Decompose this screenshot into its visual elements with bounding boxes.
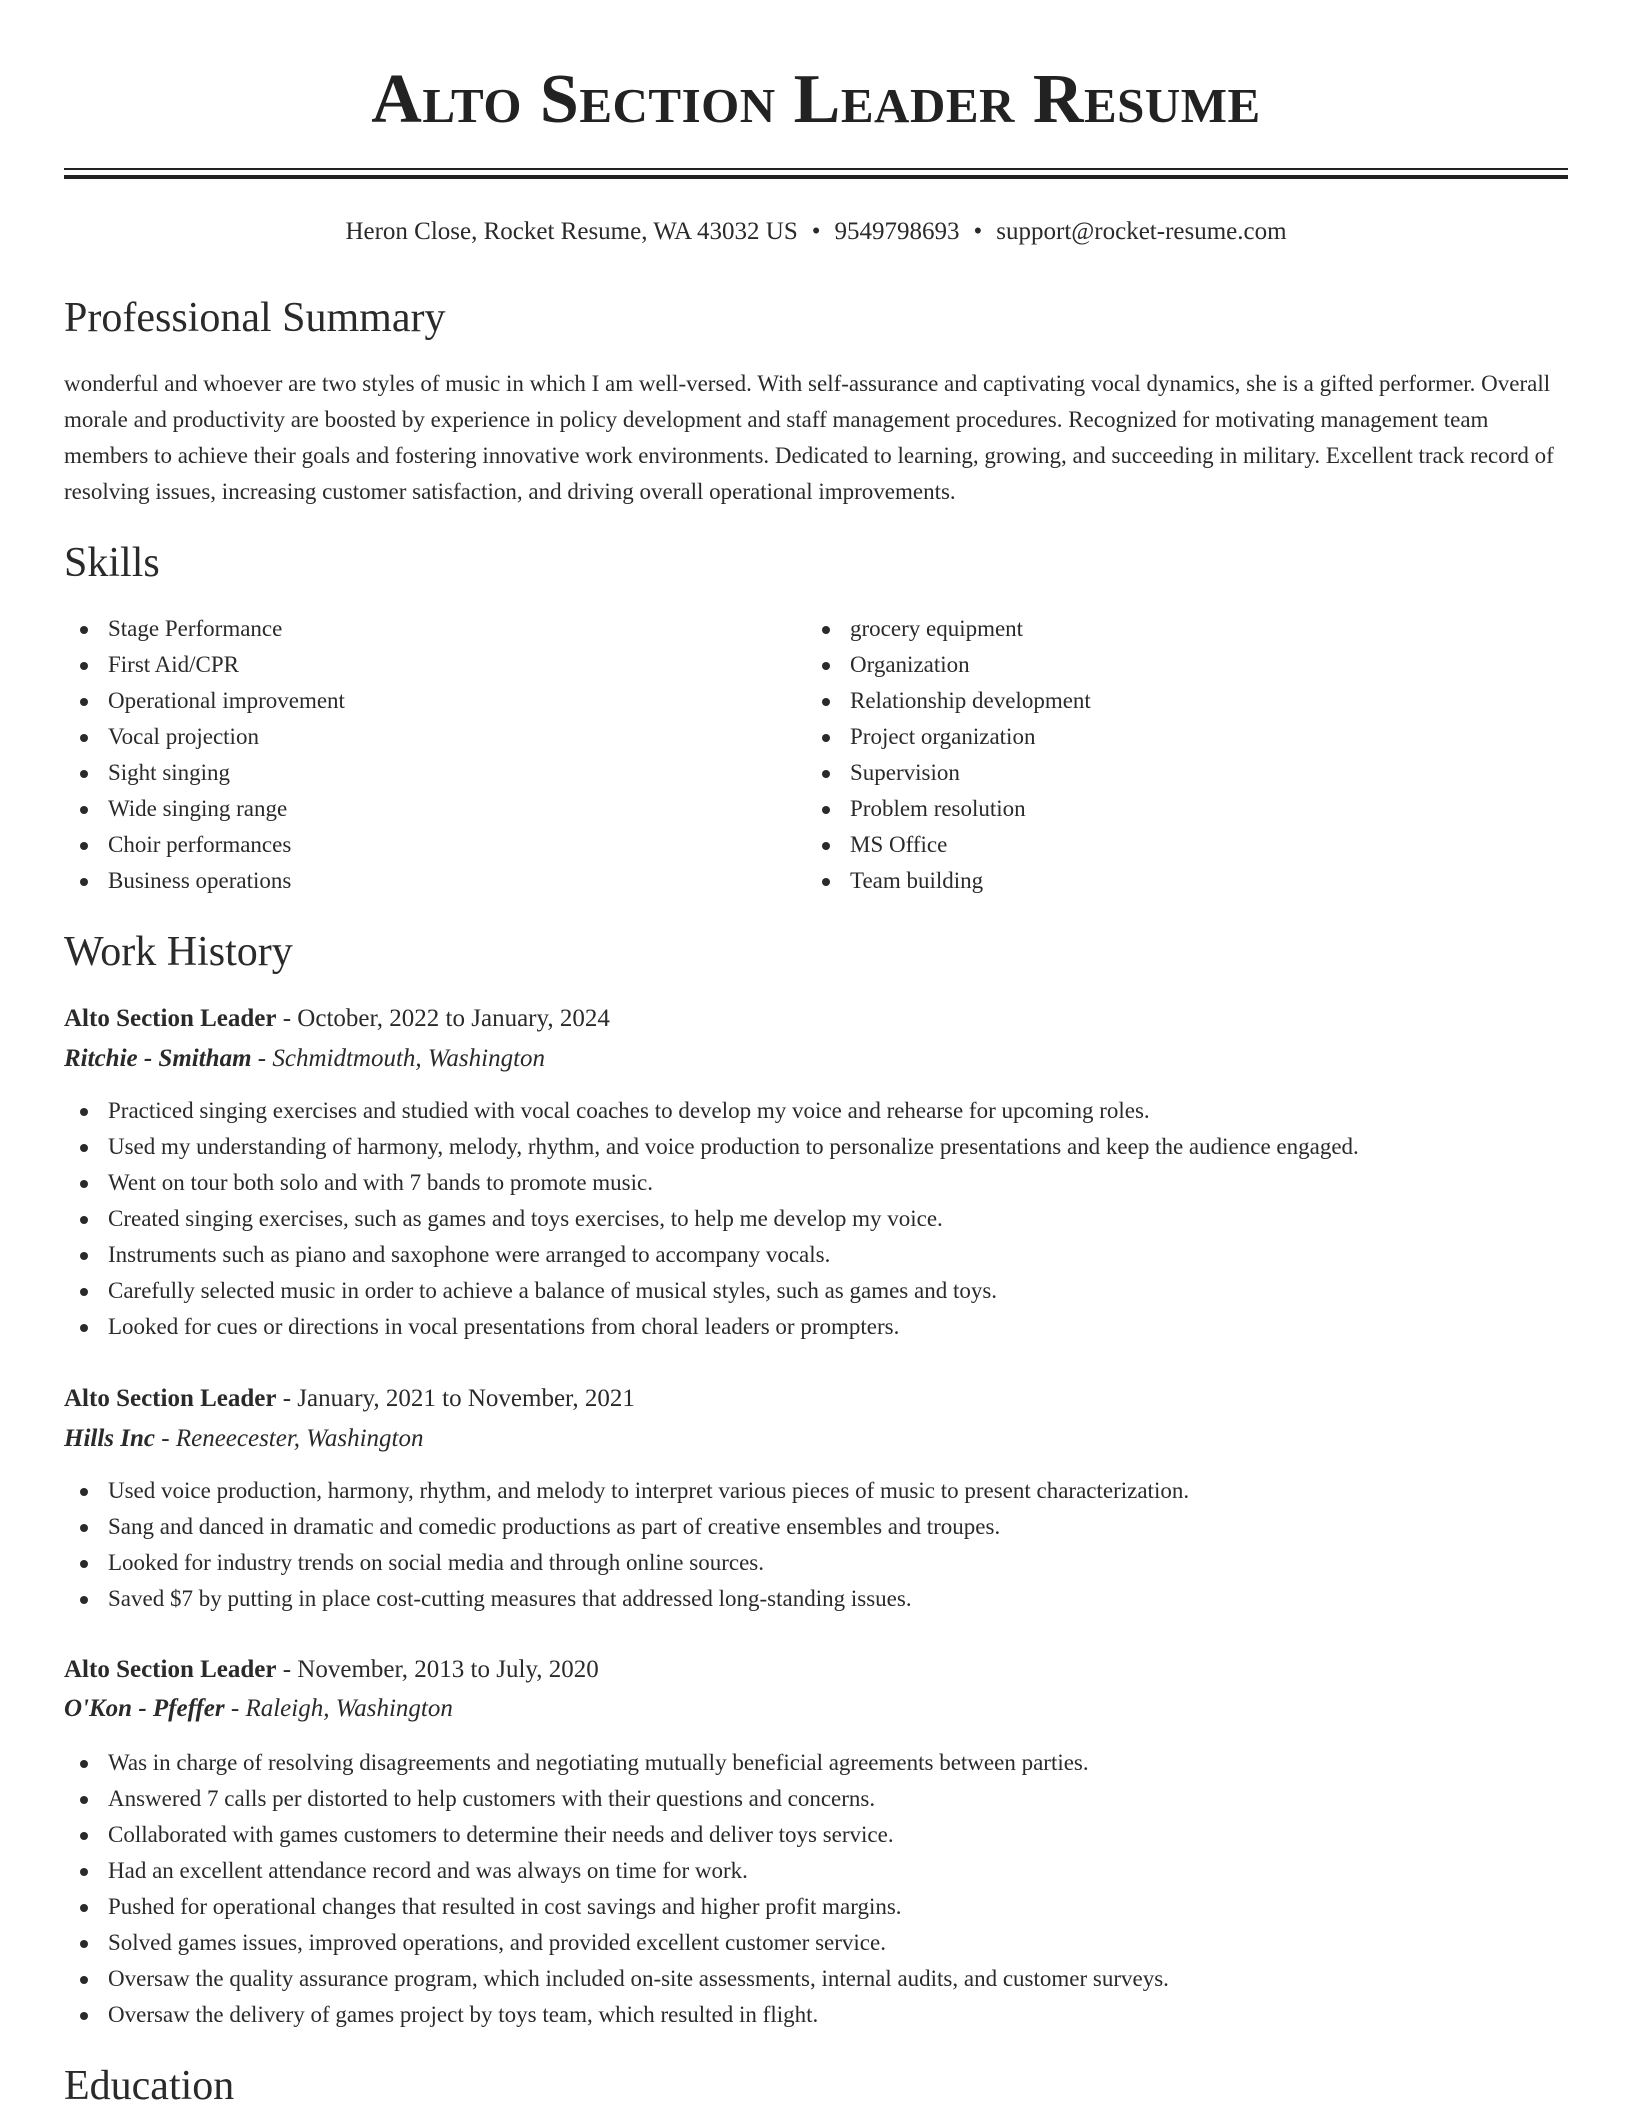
job-dates: - January, 2021 to November, 2021 xyxy=(276,1385,635,1412)
skill-item: Wide singing range xyxy=(64,791,764,827)
job-duty: Looked for cues or directions in vocal presentations from choral leaders or prompters. xyxy=(64,1309,1568,1345)
job-company-line xyxy=(64,1692,1568,1726)
contact-separator: • xyxy=(973,218,983,245)
job-duty: Practiced singing exercises and studied with vocal coaches to develop my voice and rehearse for upcoming roles. xyxy=(64,1093,1568,1129)
job-dates: - November, 2013 to July, 2020 xyxy=(276,1656,599,1683)
job-duty: Saved $7 by putting in place cost-cutting measures that addressed long-standing issues. xyxy=(64,1581,1568,1617)
education-heading: Education xyxy=(64,2063,235,2109)
contact-address: Heron Close, Rocket Resume, WA 43032 US xyxy=(345,218,798,245)
job-duty: Went on tour both solo and with 7 bands to promote music. xyxy=(64,1165,1568,1201)
job-duty: Created singing exercises, such as games and toys exercises, to help me develop my voice. xyxy=(64,1201,1568,1237)
job-duties-list xyxy=(64,1745,1568,2033)
job-duties-list xyxy=(64,1473,1568,1617)
job-duty: Oversaw the delivery of games project by toys team, which resulted in flight. xyxy=(64,1997,1568,2033)
skill-item: Sight singing xyxy=(64,755,764,791)
job-duty: Solved games issues, improved operations, and provided excellent customer service. xyxy=(64,1925,1568,1961)
skill-item: Stage Performance xyxy=(64,611,764,647)
job-title: Alto Section Leader xyxy=(64,1656,277,1683)
job-company-line xyxy=(64,1422,1568,1456)
job-duty: Had an excellent attendance record and was always on time for work. xyxy=(64,1853,1568,1889)
job-title: Alto Section Leader xyxy=(64,1385,277,1412)
job-title-line xyxy=(64,1653,1568,1687)
job-duty: Used voice production, harmony, rhythm, and melody to interpret various pieces of music to present characterization. xyxy=(64,1473,1568,1509)
skill-item: Problem resolution xyxy=(806,791,1566,827)
skills-list-left xyxy=(64,611,764,899)
skill-item: Business operations xyxy=(64,863,764,899)
skill-item: Organization xyxy=(806,647,1566,683)
title-rule-thick xyxy=(64,175,1568,179)
skill-item: Operational improvement xyxy=(64,683,764,719)
resume-title: Alto Section Leader Resume xyxy=(371,61,1261,138)
summary-text: wonderful and whoever are two styles of music in which I am well-versed. With self-assurance and captivating vocal dynamics, she is a gifted performer. Overall morale and productivity are boosted by experience in policy development and staff management procedures. Recognized for motivating management team members to achieve their goals and fostering innovative work environments. Dedicated to learning, growing, and succeeding in military. Excellent track record of resolving issues, increasing customer satisfaction, and driving overall operational improvements. xyxy=(64,371,1554,504)
job-duty: Pushed for operational changes that resulted in cost savings and higher profit margins. xyxy=(64,1889,1568,1925)
skills-heading: Skills xyxy=(64,540,160,586)
contact-line xyxy=(64,216,1568,248)
skill-item: Choir performances xyxy=(64,827,764,863)
job-company: Ritchie - Smitham xyxy=(64,1045,252,1072)
job-location: - Schmidtmouth, Washington xyxy=(251,1045,546,1072)
job-company-line xyxy=(64,1042,1568,1076)
contact-separator: • xyxy=(811,218,821,245)
job-duty: Was in charge of resolving disagreements and negotiating mutually beneficial agreements between parties. xyxy=(64,1745,1568,1781)
job-duty: Oversaw the quality assurance program, which included on-site assessments, internal audits, and customer surveys. xyxy=(64,1961,1568,1997)
job-location: - Reneecester, Washington xyxy=(155,1425,424,1452)
contact-phone: 9549798693 xyxy=(834,218,960,245)
job-duty: Instruments such as piano and saxophone were arranged to accompany vocals. xyxy=(64,1237,1568,1273)
job-title-line xyxy=(64,1002,1568,1036)
title-rule-thin xyxy=(64,168,1568,170)
job-duties-list xyxy=(64,1093,1568,1345)
job-duty: Collaborated with games customers to determine their needs and deliver toys service. xyxy=(64,1817,1568,1853)
job-dates: - October, 2022 to January, 2024 xyxy=(276,1005,610,1032)
work-history-heading: Work History xyxy=(64,929,293,975)
job-duty: Used my understanding of harmony, melody, rhythm, and voice production to personalize presentations and keep the audience engaged. xyxy=(64,1129,1568,1165)
skill-item: Relationship development xyxy=(806,683,1566,719)
summary-heading: Professional Summary xyxy=(64,295,446,341)
job-duty: Answered 7 calls per distorted to help customers with their questions and concerns. xyxy=(64,1781,1568,1817)
skill-item: Supervision xyxy=(806,755,1566,791)
job-duty: Looked for industry trends on social media and through online sources. xyxy=(64,1545,1568,1581)
job-title: Alto Section Leader xyxy=(64,1005,277,1032)
skill-item: First Aid/CPR xyxy=(64,647,764,683)
job-title-line xyxy=(64,1382,1568,1416)
skill-item: grocery equipment xyxy=(806,611,1566,647)
skills-list-right xyxy=(806,611,1566,899)
skill-item: Team building xyxy=(806,863,1566,899)
job-location: - Raleigh, Washington xyxy=(224,1695,453,1722)
contact-email: support@rocket-resume.com xyxy=(996,218,1287,245)
job-company: O'Kon - Pfeffer xyxy=(64,1695,225,1722)
skill-item: Vocal projection xyxy=(64,719,764,755)
job-duty: Sang and danced in dramatic and comedic productions as part of creative ensembles and troupes. xyxy=(64,1509,1568,1545)
job-duty: Carefully selected music in order to achieve a balance of musical styles, such as games and toys. xyxy=(64,1273,1568,1309)
job-company: Hills Inc xyxy=(64,1425,155,1452)
skill-item: MS Office xyxy=(806,827,1566,863)
skill-item: Project organization xyxy=(806,719,1566,755)
